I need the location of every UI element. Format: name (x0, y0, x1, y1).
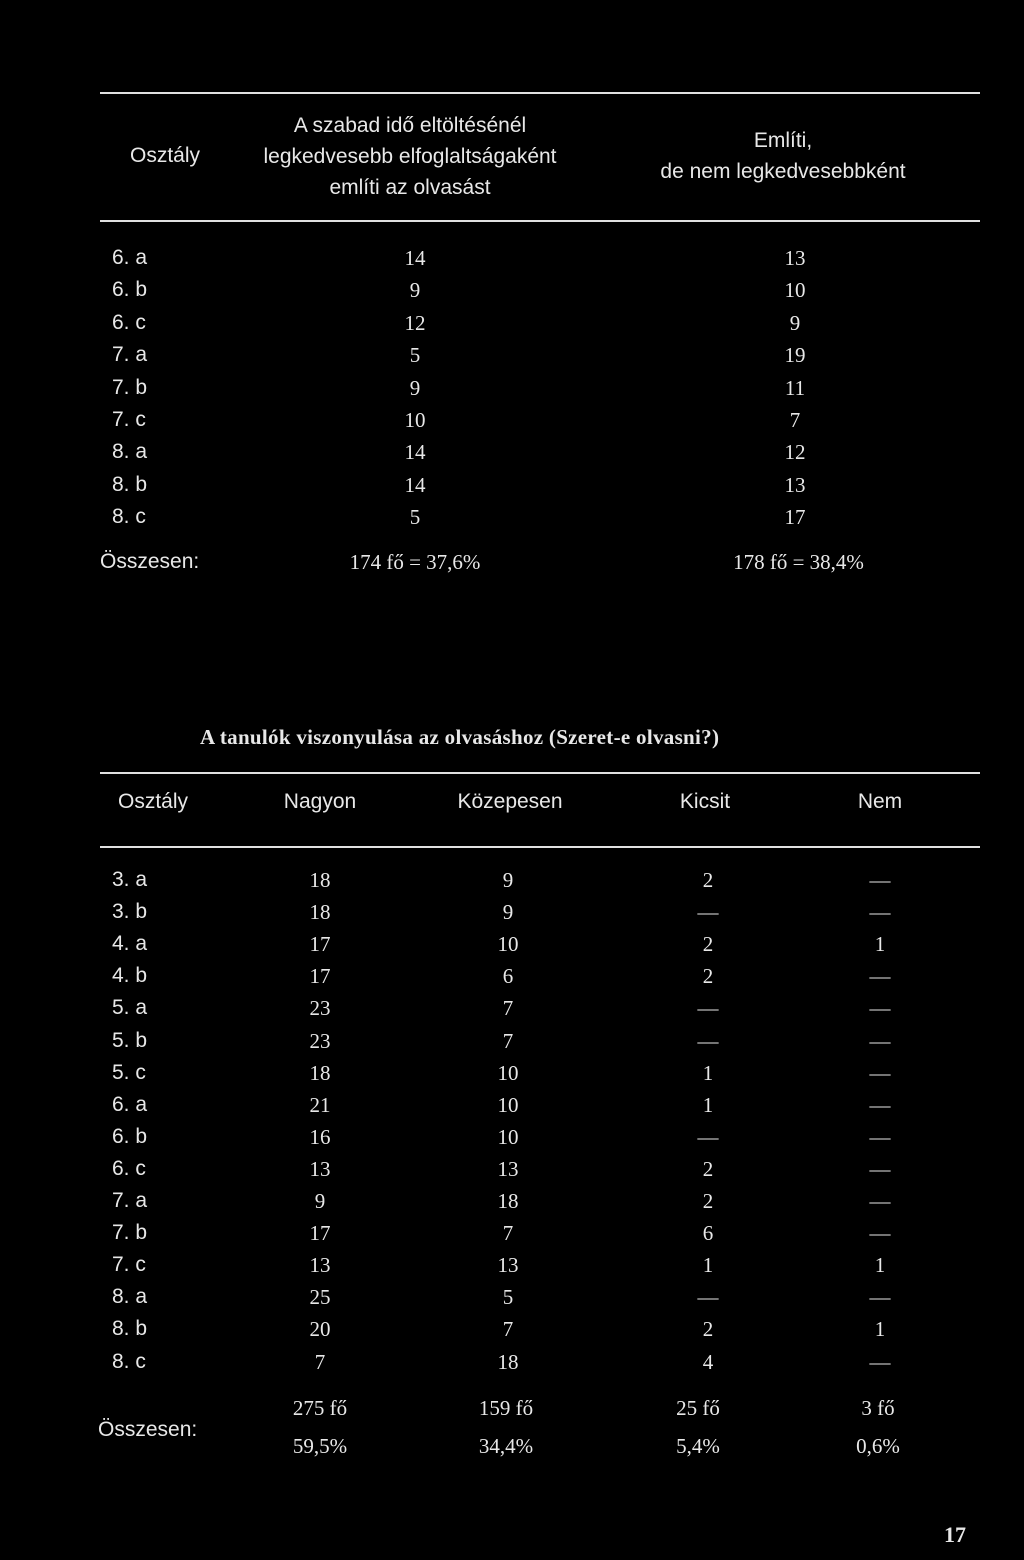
table2-cell-nem: — (869, 964, 891, 989)
table1-cell-a: 9 (409, 278, 421, 303)
table2-cell-kicsit: 2 (702, 1156, 714, 1181)
table2-cell-kozepesen: 7 (502, 1221, 514, 1246)
table2-cell-nagyon: 13 (309, 1253, 331, 1278)
table2-total-label: Összesen: (98, 1418, 198, 1441)
table-row (0, 868, 1024, 899)
table2-cell-nem: 1 (874, 932, 886, 957)
table1-cell-a: 5 (409, 343, 421, 368)
table2-header-rule (100, 846, 980, 848)
table2-cell-nagyon: 17 (309, 932, 331, 957)
table1-cell-b: 10 (784, 278, 806, 303)
table-row (0, 932, 1024, 963)
table-row (0, 964, 1024, 995)
table2-cell-kicsit: 1 (702, 1060, 714, 1085)
table2-cell-nagyon: 25 (309, 1285, 331, 1310)
table-row (0, 473, 1024, 504)
table2-cell-nagyon: 21 (309, 1092, 331, 1117)
table1-cell-class: 8. c (112, 505, 146, 529)
table2-cell-class: 6. b (112, 1124, 148, 1148)
table1-cell-b: 7 (789, 408, 801, 432)
table2-cell-kicsit: 2 (702, 964, 714, 989)
table2-cell-nagyon: 9 (314, 1189, 326, 1213)
table1-cell-class: 6. a (112, 246, 148, 269)
table2-header-row (0, 790, 1024, 821)
table1-header-col-b (628, 125, 938, 187)
table-row (0, 1189, 1024, 1220)
table2-cell-nagyon: 7 (314, 1349, 326, 1374)
table1-cell-class: 7. a (112, 343, 148, 367)
table2-header-class: Osztály (118, 790, 189, 813)
table2-cell-nem: — (869, 1189, 891, 1213)
table2-top-rule (100, 772, 980, 774)
table2-cell-kozepesen: 7 (502, 1028, 514, 1053)
table2-cell-kozepesen: 6 (502, 964, 514, 989)
table1-total-row (0, 550, 1024, 581)
table-row (0, 1157, 1024, 1188)
table1-cell-a: 10 (404, 408, 426, 432)
table2-cell-class: 4. b (112, 964, 148, 988)
table2-cell-kozepesen: 5 (502, 1285, 514, 1310)
table2-cell-class: 7. b (112, 1221, 148, 1245)
table2-cell-nagyon: 18 (309, 1060, 331, 1085)
table1-header-col-a-line2: legkedvesebb elfoglaltságaként (263, 145, 557, 168)
table1-cell-b: 13 (784, 472, 806, 497)
table2-cell-kozepesen: 18 (497, 1189, 519, 1213)
table2-cell-nem: — (869, 996, 891, 1021)
table-row (0, 343, 1024, 374)
table1-cell-a: 14 (404, 246, 426, 270)
table2-cell-kicsit: — (697, 1028, 719, 1053)
table2-cell-kicsit: 2 (702, 1189, 714, 1213)
table1-header-col-a (222, 110, 598, 203)
table2-cell-nem: — (869, 1060, 891, 1085)
table-row (0, 440, 1024, 471)
table1-cell-a: 14 (404, 440, 426, 465)
table1-cell-class: 8. b (112, 472, 148, 496)
table2-cell-nagyon: 17 (309, 964, 331, 989)
table2-cell-nem: — (869, 900, 891, 925)
table1-cell-b: 11 (784, 375, 806, 400)
table2-cell-nagyon: 17 (309, 1221, 331, 1246)
table1-cell-b: 9 (789, 310, 801, 335)
table1-header-col-b-line2: de nem legkedvesebbként (660, 160, 906, 183)
table2-cell-class: 3. a (112, 868, 148, 891)
table2-cell-class: 3. b (112, 900, 148, 924)
table2-cell-kicsit: — (697, 900, 719, 925)
table2-cell-kicsit: 2 (702, 1317, 714, 1342)
table1-header-col-a-line1: A szabad idő eltöltésénél (293, 114, 527, 137)
table2-cell-kozepesen: 13 (497, 1156, 519, 1181)
table2-cell-class: 5. a (112, 996, 148, 1020)
table2-cell-class: 6. a (112, 1092, 148, 1116)
table2-cell-nagyon: 13 (309, 1156, 331, 1181)
table1-header-col-b-line1: Említi, (753, 129, 813, 152)
table2-cell-nem: — (869, 868, 891, 892)
table2-cell-nagyon: 23 (309, 1028, 331, 1053)
table2-cell-kozepesen: 9 (502, 868, 514, 892)
table1-cell-b: 13 (784, 246, 806, 270)
table2-cell-kicsit: 1 (702, 1253, 714, 1278)
table1-header-class: Osztály (129, 144, 200, 167)
table-row (0, 1029, 1024, 1060)
table1-cell-class: 7. c (112, 408, 146, 431)
table2-total-kozepesen-pct: 34,4% (478, 1434, 534, 1458)
table2-cell-nem: — (869, 1092, 891, 1117)
table2-cell-kicsit: 2 (702, 868, 714, 892)
table1-cell-b: 12 (784, 440, 806, 465)
table2-cell-class: 5. b (112, 1028, 148, 1052)
table2-cell-nem: — (869, 1124, 891, 1149)
table-row (0, 376, 1024, 407)
table1-cell-a: 9 (409, 375, 421, 400)
table2-cell-kicsit: 6 (702, 1221, 714, 1246)
table2-cell-kozepesen: 10 (497, 1060, 519, 1085)
table2-total-nagyon-count: 275 fő (292, 1396, 348, 1420)
table-row (0, 1285, 1024, 1316)
table2-header-nem: Nem (857, 790, 903, 813)
table1-top-rule (100, 92, 980, 94)
table2-cell-kozepesen: 7 (502, 1317, 514, 1342)
table2-cell-kozepesen: 13 (497, 1253, 519, 1278)
table1-cell-class: 6. c (112, 310, 146, 334)
table2-cell-kozepesen: 10 (497, 932, 519, 957)
table2-header-kozepesen: Közepesen (457, 790, 563, 813)
table2-cell-class: 8. b (112, 1317, 148, 1341)
table2-cell-nem: — (869, 1156, 891, 1181)
table1-total-a: 174 fő = 37,6% (349, 550, 481, 574)
table2-title: A tanulók viszonyulása az olvasáshoz (Szeret-e olvasni?) (200, 725, 720, 749)
table2-cell-kicsit: — (697, 996, 719, 1021)
table2-cell-nagyon: 20 (309, 1317, 331, 1342)
table-row (0, 1253, 1024, 1284)
table-row (0, 1317, 1024, 1348)
table2-cell-class: 7. c (112, 1253, 146, 1277)
table2-cell-nem: — (869, 1285, 891, 1310)
table-row (0, 1350, 1024, 1381)
table-row (0, 1093, 1024, 1124)
table2-cell-nem: — (869, 1349, 891, 1374)
table-row (0, 505, 1024, 536)
table2-cell-class: 6. c (112, 1156, 146, 1180)
table-row (0, 246, 1024, 277)
table2-cell-nagyon: 16 (309, 1124, 331, 1149)
table1-total-label: Összesen: (100, 550, 200, 573)
table2-cell-nagyon: 18 (309, 868, 331, 892)
table-row (0, 1061, 1024, 1092)
table1-cell-a: 12 (404, 310, 426, 335)
table-row (0, 311, 1024, 342)
table1-cell-a: 14 (404, 472, 426, 497)
page-number: 17 (944, 1522, 966, 1547)
table2-header-nagyon: Nagyon (283, 790, 357, 813)
table2-cell-kicsit: 4 (702, 1349, 714, 1374)
table1-cell-b: 19 (784, 343, 806, 368)
table2-cell-nem: 1 (874, 1253, 886, 1278)
table2-cell-kicsit: 1 (702, 1092, 714, 1117)
table1-cell-class: 8. a (112, 440, 148, 464)
table2-cell-class: 5. c (112, 1060, 146, 1084)
table2-cell-class: 7. a (112, 1189, 148, 1212)
table-row (0, 1125, 1024, 1156)
table2-cell-class: 4. a (112, 932, 148, 956)
table2-header-kicsit: Kicsit (679, 790, 731, 813)
table-row (0, 996, 1024, 1027)
table1-header-rule (100, 220, 980, 222)
table2-cell-kozepesen: 18 (497, 1349, 519, 1374)
table2-cell-kozepesen: 7 (502, 996, 514, 1021)
table1-cell-a: 5 (409, 505, 421, 530)
table2-total-kozepesen-count: 159 fő (478, 1396, 534, 1420)
table2-total-nem-pct: 0,6% (856, 1434, 900, 1458)
table1-cell-b: 17 (784, 505, 806, 530)
table-row (0, 408, 1024, 439)
table2-cell-nem: 1 (874, 1317, 886, 1342)
table1-total-b: 178 fő = 38,4% (733, 550, 864, 574)
table1-header-col-a-line3: említi az olvasást (329, 176, 491, 199)
table-row (0, 1221, 1024, 1252)
table1-cell-class: 7. b (112, 375, 148, 399)
table2-total-kicsit-pct: 5,4% (676, 1434, 720, 1458)
table2-cell-kozepesen: 10 (497, 1092, 519, 1117)
table-row (0, 900, 1024, 931)
table2-cell-nem: — (869, 1221, 891, 1246)
table2-cell-kicsit: — (697, 1285, 719, 1310)
table2-cell-nagyon: 18 (309, 900, 331, 925)
table1-cell-class: 6. b (112, 278, 148, 302)
table2-cell-kicsit: 2 (702, 932, 714, 957)
table2-total-kicsit-count: 25 fő (676, 1396, 720, 1420)
table2-total-nagyon-pct: 59,5% (292, 1434, 348, 1458)
table2-cell-class: 8. c (112, 1349, 146, 1373)
table-row (0, 278, 1024, 309)
table2-total-nem-count: 3 fő (861, 1396, 895, 1420)
table2-cell-kozepesen: 10 (497, 1124, 519, 1149)
table2-cell-kozepesen: 9 (502, 900, 514, 925)
table2-cell-class: 8. a (112, 1285, 148, 1309)
table2-cell-kicsit: — (697, 1124, 719, 1149)
table2-cell-nagyon: 23 (309, 996, 331, 1021)
table2-cell-nem: — (869, 1028, 891, 1053)
